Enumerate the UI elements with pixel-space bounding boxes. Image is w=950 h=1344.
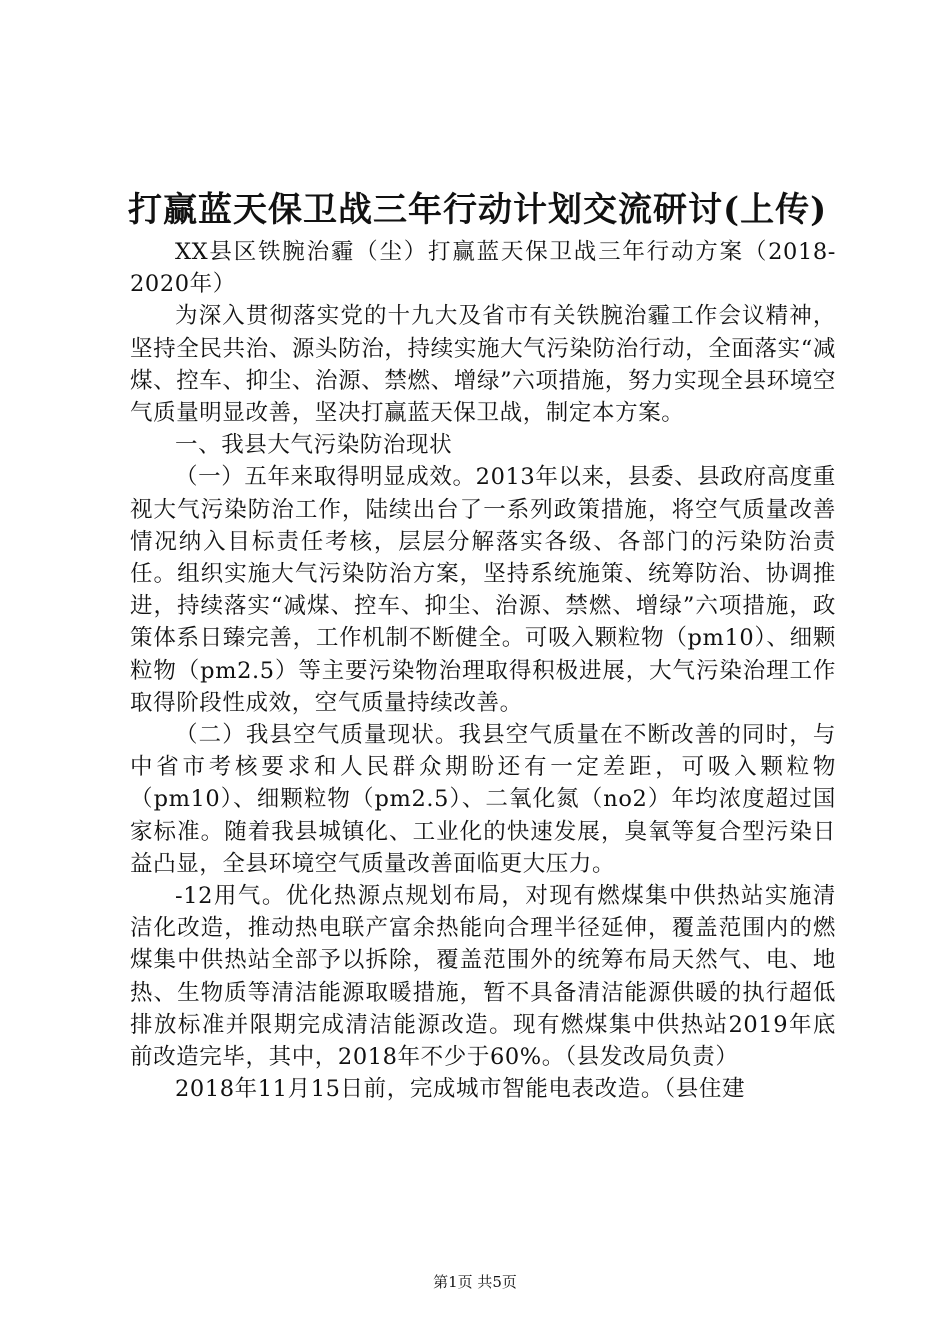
air-quality-paragraph: （二）我县空气质量现状。我县空气质量在不断改善的同时，与中省市考核要求和人民群众期盼还有一定差距，可吸入颗粒物（pm10）、细颗粒物（pm2.5）、二氧化氮（no2）年均浓度超过国家标准。随着我县城镇化、工业化的快速发展，臭氧等复合型污染日益凸显，全县环境空气质量改善面临更大压力。 — [130, 722, 836, 877]
intro-paragraph: 为深入贯彻落实党的十九大及省市有关铁腕治霾工作会议精神，坚持全民共治、源头防治，持续实施大气污染防治行动，全面落实“减煤、控车、抑尘、治源、禁燃、增绿”六项措施，努力实现全县环境空气质量明显改善，坚决打赢蓝天保卫战，制定本方案。 — [130, 303, 836, 427]
smart-meter-paragraph: 2018年11月15日前，完成城市智能电表改造。（县住建 — [175, 1076, 746, 1103]
page-footer: 第1页 共5页 — [433, 1273, 517, 1291]
document-title: 打赢蓝天保卫战三年行动计划交流研讨(上传) — [128, 190, 828, 230]
document-body — [130, 236, 836, 1105]
subtitle-paragraph: XX县区铁腕治霾（尘）打赢蓝天保卫战三年行动方案（2018-2020年） — [130, 239, 836, 298]
section-heading: 一、我县大气污染防治现状 — [175, 432, 453, 459]
heating-paragraph: -12用气。优化热源点规划布局，对现有燃煤集中供热站实施清洁化改造，推动热电联产富余热能向合理半径延伸，覆盖范围内的燃煤集中供热站全部予以拆除，覆盖范围外的统筹布局天然气、电、地热、生物质等清洁能源取暖措施，暂不具备清洁能源供暖的执行超低排放标准并限期完成清洁能源改造。现有燃煤集中供热站2019年底前改造完毕，其中，2018年不少于60%。（县发改局负责） — [130, 883, 836, 1071]
achievements-paragraph: （一）五年来取得明显成效。2013年以来，县委、县政府高度重视大气污染防治工作，陆续出台了一系列政策措施，将空气质量改善情况纳入目标责任考核，层层分解落实各级、各部门的污染防治责任。组织实施大气污染防治方案，坚持系统施策、统筹防治、协调推进，持续落实“减煤、控车、抑尘、治源、禁燃、增绿”六项措施，政策体系日臻完善，工作机制不断健全。可吸入颗粒物（pm10）、细颗粒物（pm2.5）等主要污染物治理取得积极进展，大气污染治理工作取得阶段性成效，空气质量持续改善。 — [130, 464, 836, 716]
